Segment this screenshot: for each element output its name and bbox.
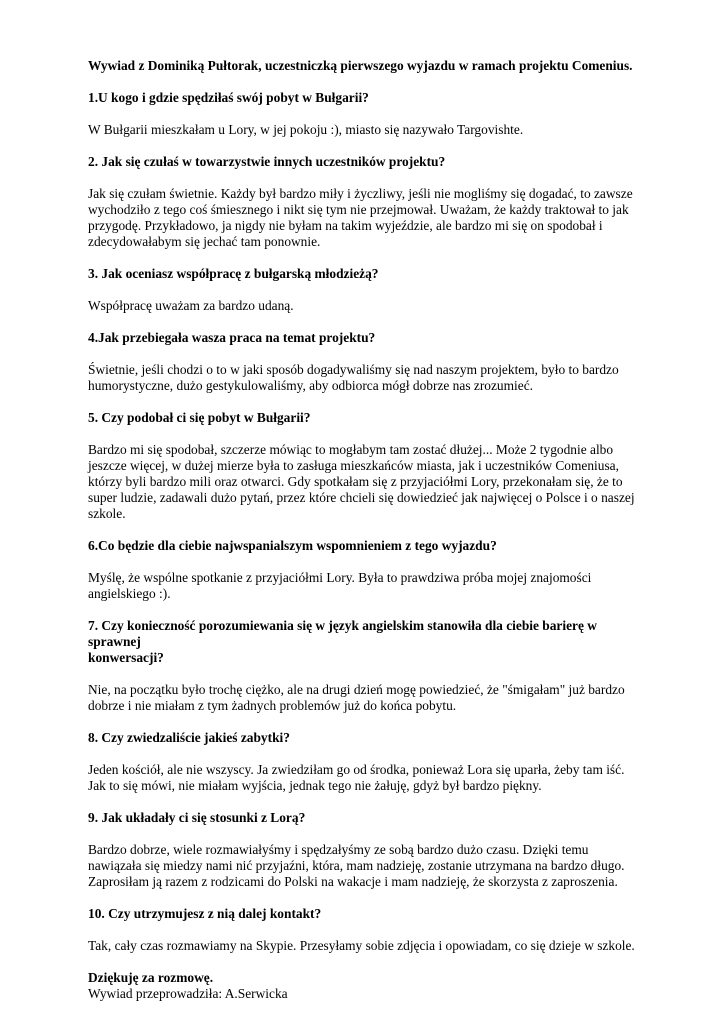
answer-8: Jeden kościół, ale nie wszyscy. Ja zwiedziłam go od środka, ponieważ Lora się uparła, żeby tam iść. Jak to się mówi, nie miałam wyjścia, jednak tego nie żałuję, gdyż był bardzo piękny. [88, 762, 625, 793]
qa-item-1 [88, 90, 640, 138]
document-page [88, 58, 640, 1002]
question-3: 3. Jak oceniasz współpracę z bułgarską młodzieżą? [88, 266, 379, 281]
question-5: 5. Czy podobał ci się pobyt w Bułgarii? [88, 410, 311, 425]
qa-item-5 [88, 410, 640, 522]
answer-5: Bardzo mi się spodobał, szczerze mówiąc to mogłabym tam zostać dłużej... Może 2 tygodnie albo jeszcze więcej, w dużej mierze była to zasługa mieszkańców miasta, jak i uczestników Comeniusa, którzy byli bardzo mili oraz otwarci. Gdy spotkałam się z przyjaciółmi Lory, przekonałam się, że to super ludzie, zadawali dużo pytań, przez które chcieli się dowiedzieć jak najwięcej o Polsce i o naszej szkole. [88, 442, 635, 521]
answer-1: W Bułgarii mieszkałam u Lory, w jej pokoju :), miasto się nazywało Targovishte. [88, 122, 524, 137]
answer-3: Współpracę uważam za bardzo udaną. [88, 298, 294, 313]
question-10: 10. Czy utrzymujesz z nią dalej kontakt? [88, 906, 322, 921]
qa-item-7 [88, 618, 640, 714]
answer-6: Myślę, że wspólne spotkanie z przyjaciółmi Lory. Była to prawdziwa próba mojej znajomości angielskiego :). [88, 570, 592, 601]
question-7: 7. Czy konieczność porozumiewania się w język angielskim stanowiła dla ciebie barierę w sprawnej konwersacji? [88, 618, 597, 665]
question-8: 8. Czy zwiedzaliście jakieś zabytki? [88, 730, 290, 745]
qa-item-8 [88, 730, 640, 794]
answer-7: Nie, na początku było trochę ciężko, ale na drugi dzień mogę powiedzieć, że "śmigałam" już bardzo dobrze i nie miałam z tym żadnych problemów już do końca pobytu. [88, 682, 625, 713]
qa-item-3 [88, 266, 640, 314]
document-title: Wywiad z Dominiką Pułtorak, uczestniczką pierwszego wyjazdu w ramach projektu Comenius. [88, 58, 633, 73]
interviewer-credit: Wywiad przeprowadziła: A.Serwicka [88, 986, 288, 1001]
question-6: 6.Co będzie dla ciebie najwspanialszym wspomnieniem z tego wyjazdu? [88, 538, 497, 553]
answer-2: Jak się czułam świetnie. Każdy był bardzo miły i życzliwy, jeśli nie mogliśmy się dogadać, to zawsze wychodziło z tego coś śmiesznego i nikt się tym nie przejmował. Uważam, że każdy traktował to jak przygodę. Przykładowo, ja nigdy nie byłam na takim wyjeździe, ale bardzo mi się on spodobał i zdecydowałabym się jechać tam ponownie. [88, 186, 633, 249]
answer-10: Tak, cały czas rozmawiamy na Skypie. Przesyłamy sobie zdjęcia i opowiadam, co się dzieje w szkole. [88, 938, 635, 953]
qa-item-2 [88, 154, 640, 250]
answer-4: Świetnie, jeśli chodzi o to w jaki sposób dogadywaliśmy się nad naszym projektem, było to bardzo humorystyczne, dużo gestykulowaliśmy, aby odbiorca mógł dobrze nas zrozumieć. [88, 362, 619, 393]
answer-9: Bardzo dobrze, wiele rozmawiałyśmy i spędzałyśmy ze sobą bardzo dużo czasu. Dzięki temu nawiązała się miedzy nami nić przyjaźni, która, mam nadzieję, zostanie utrzymana na bardzo długo. Zaprosiłam ją razem z rodzicami do Polski na wakacje i mam nadzieję, że skorzysta z zaproszenia. [88, 842, 625, 889]
qa-item-10 [88, 906, 640, 954]
qa-item-4 [88, 330, 640, 394]
question-9: 9. Jak układały ci się stosunki z Lorą? [88, 810, 306, 825]
closing-thanks: Dziękuję za rozmowę. [88, 970, 214, 985]
question-4: 4.Jak przebiegała wasza praca na temat projektu? [88, 330, 376, 345]
question-1: 1.U kogo i gdzie spędziłaś swój pobyt w Bułgarii? [88, 90, 369, 105]
qa-item-9 [88, 810, 640, 890]
question-2: 2. Jak się czułaś w towarzystwie innych uczestników projektu? [88, 154, 446, 169]
qa-item-6 [88, 538, 640, 602]
